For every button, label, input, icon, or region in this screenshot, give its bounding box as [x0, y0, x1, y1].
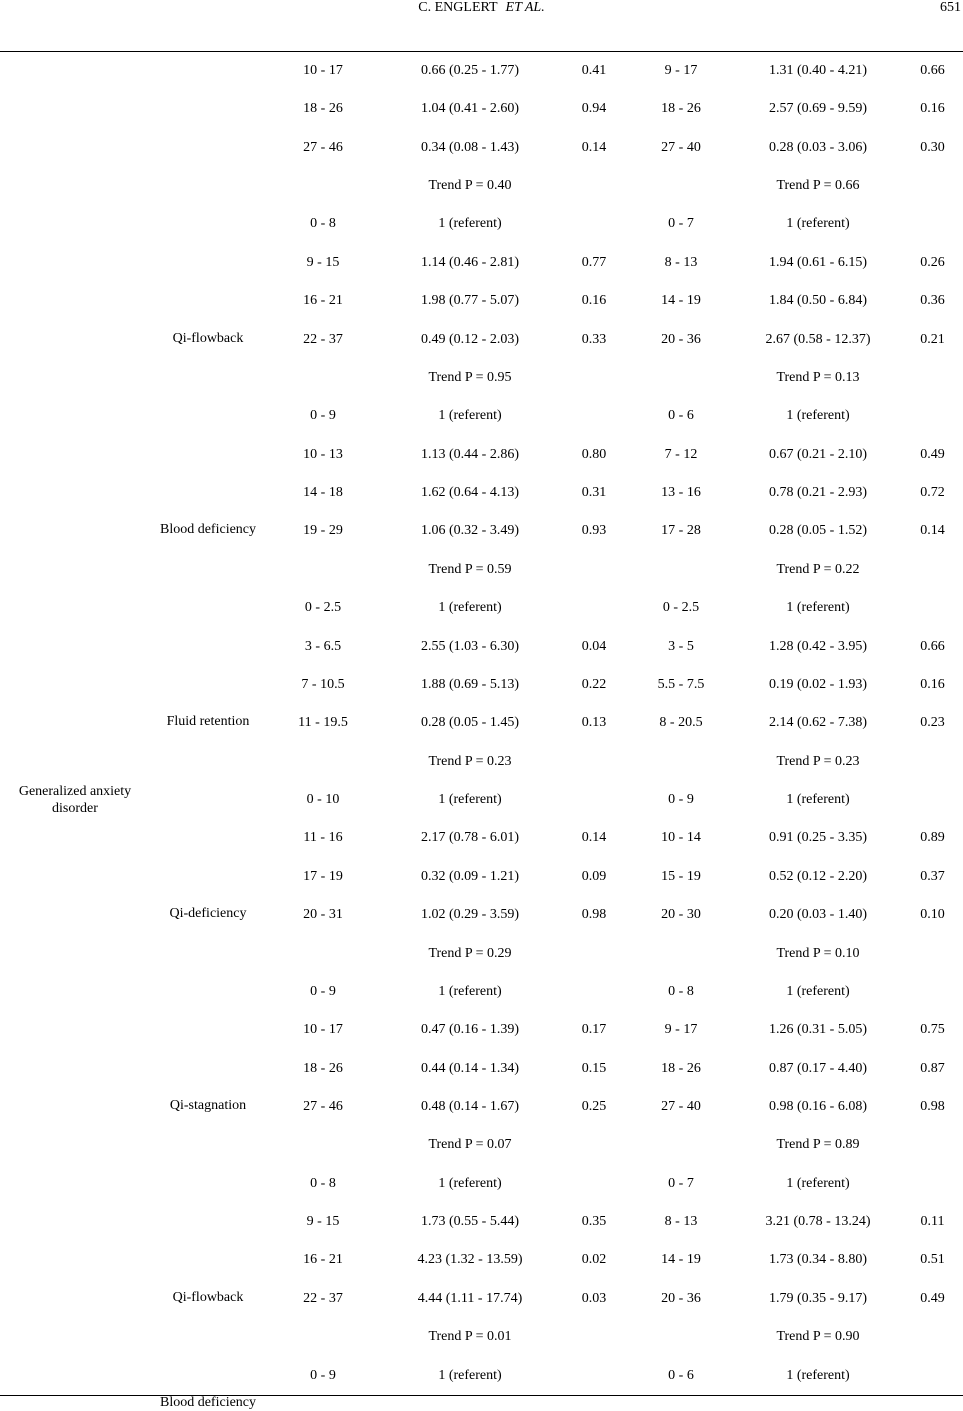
- p-value-cell: [902, 359, 963, 397]
- odds-ratio-cell: Trend P = 0.40: [428, 178, 512, 194]
- score-cell: [266, 551, 380, 589]
- p-value-cell: 0.23: [920, 715, 945, 731]
- p-value-cell: 0.16: [581, 293, 607, 309]
- p-value-cell: 0.80: [581, 446, 607, 462]
- odds-ratio-cell: 2.67 (0.58 - 12.37): [765, 331, 871, 347]
- author-name: C. ENGLERT: [418, 0, 498, 15]
- odds-ratio-cell: 1.28 (0.42 - 3.95): [769, 638, 867, 654]
- p-value-cell: [560, 551, 628, 589]
- p-value-cell: 0.16: [920, 676, 945, 692]
- odds-ratio-cell: 1 (referent): [438, 792, 502, 808]
- table-row: [0, 1203, 963, 1241]
- odds-ratio-cell: 1.73 (0.34 - 8.80): [769, 1252, 867, 1268]
- p-value-cell: 0.94: [581, 101, 607, 117]
- odds-ratio-cell: 2.17 (0.78 - 6.01): [421, 830, 519, 846]
- score-cell: 9 - 15: [306, 254, 340, 270]
- p-value-cell: [902, 1165, 963, 1203]
- p-value-cell: 0.13: [581, 715, 607, 731]
- score-cell: 0 - 10: [306, 792, 340, 808]
- table-row: [0, 743, 963, 781]
- score-cell: 0 - 2.5: [662, 600, 700, 616]
- table-row: [0, 1011, 963, 1049]
- score-cell: 0 - 9: [310, 408, 336, 424]
- p-value-cell: 0.33: [581, 331, 607, 347]
- odds-ratio-cell: Trend P = 0.01: [428, 1329, 512, 1345]
- category-label: Qi-flowback: [172, 330, 244, 346]
- odds-ratio-cell: 2.57 (0.69 - 9.59): [769, 101, 867, 117]
- odds-ratio-cell: 1 (referent): [438, 1367, 502, 1383]
- table-row: [0, 282, 963, 320]
- odds-ratio-cell: Trend P = 0.66: [776, 178, 860, 194]
- odds-ratio-cell: 1.06 (0.32 - 3.49): [421, 523, 519, 539]
- odds-ratio-cell: Trend P = 0.23: [776, 753, 860, 769]
- table-row: [0, 858, 963, 896]
- table-row: [0, 1318, 963, 1356]
- score-cell: 8 - 20.5: [659, 715, 703, 731]
- p-value-cell: 0.14: [920, 523, 945, 539]
- table-row: [0, 551, 963, 589]
- score-cell: [266, 359, 380, 397]
- p-value-cell: 0.72: [920, 485, 945, 501]
- score-cell: 27 - 46: [303, 1098, 343, 1114]
- score-cell: 0 - 7: [668, 1175, 694, 1191]
- odds-ratio-cell: 1.94 (0.61 - 6.15): [769, 254, 867, 270]
- odds-ratio-cell: 1 (referent): [786, 408, 850, 424]
- p-value-cell: 0.66: [920, 638, 945, 654]
- p-value-cell: 0.11: [920, 1214, 945, 1230]
- odds-ratio-cell: 1.98 (0.77 - 5.07): [421, 293, 519, 309]
- p-value-cell: 0.26: [920, 254, 945, 270]
- score-cell: 27 - 46: [303, 139, 343, 155]
- p-value-cell: [560, 589, 628, 627]
- odds-ratio-cell: 1.02 (0.29 - 3.59): [421, 907, 519, 923]
- score-cell: 18 - 26: [661, 1060, 701, 1076]
- score-cell: [266, 1318, 380, 1356]
- p-value-cell: 0.14: [581, 139, 607, 155]
- score-cell: [266, 1126, 380, 1164]
- score-cell: 15 - 19: [661, 868, 701, 884]
- odds-ratio-cell: 1.88 (0.69 - 5.13): [421, 676, 519, 692]
- odds-ratio-cell: 1.31 (0.40 - 4.21): [769, 63, 867, 78]
- odds-ratio-cell: 0.28 (0.05 - 1.45): [421, 715, 519, 731]
- odds-ratio-cell: 0.19 (0.02 - 1.93): [769, 676, 867, 692]
- odds-ratio-cell: 1 (referent): [786, 983, 850, 999]
- score-cell: 5.5 - 7.5: [657, 676, 705, 692]
- category-label: Blood deficiency: [159, 522, 257, 538]
- odds-ratio-cell: 0.52 (0.12 - 2.20): [769, 868, 867, 884]
- score-cell: 14 - 18: [303, 485, 343, 501]
- table-row: [0, 819, 963, 857]
- p-value-cell: 0.75: [920, 1022, 945, 1038]
- odds-ratio-cell: 1 (referent): [438, 600, 502, 616]
- score-cell: 0 - 6: [668, 1367, 694, 1383]
- p-value-cell: 0.14: [581, 830, 607, 846]
- odds-ratio-cell: 0.34 (0.08 - 1.43): [421, 139, 519, 155]
- p-value-cell: 0.22: [581, 676, 607, 692]
- p-value-cell: [902, 205, 963, 243]
- odds-ratio-cell: 1.04 (0.41 - 2.60): [421, 101, 519, 117]
- odds-ratio-cell: 1 (referent): [438, 408, 502, 424]
- odds-ratio-cell: 0.78 (0.21 - 2.93): [769, 485, 867, 501]
- p-value-cell: 0.36: [920, 293, 945, 309]
- table-row: [0, 1280, 963, 1318]
- table-row: [0, 1241, 963, 1279]
- odds-ratio-cell: 1.79 (0.35 - 9.17): [769, 1290, 867, 1306]
- odds-ratio-cell: Trend P = 0.89: [776, 1137, 860, 1153]
- score-cell: 0 - 9: [310, 1367, 336, 1383]
- score-cell: 0 - 6: [668, 408, 694, 424]
- p-value-cell: 0.30: [920, 139, 945, 155]
- table-row: [0, 666, 963, 704]
- score-cell: [266, 743, 380, 781]
- odds-ratio-cell: Trend P = 0.59: [428, 561, 512, 577]
- table-row: [0, 1088, 963, 1126]
- p-value-cell: 0.37: [920, 868, 945, 884]
- odds-ratio-cell: 0.28 (0.03 - 3.06): [769, 139, 867, 155]
- odds-ratio-cell: 0.48 (0.14 - 1.67): [421, 1098, 519, 1114]
- odds-ratio-cell: Trend P = 0.10: [776, 945, 860, 961]
- running-title: [0, 0, 963, 16]
- odds-ratio-cell: 0.47 (0.16 - 1.39): [421, 1022, 519, 1038]
- running-header: [0, 0, 963, 22]
- odds-ratio-cell: 0.28 (0.05 - 1.52): [769, 523, 867, 539]
- p-value-cell: 0.03: [581, 1290, 607, 1306]
- odds-ratio-cell: 1.26 (0.31 - 5.05): [769, 1022, 867, 1038]
- p-value-cell: 0.77: [581, 254, 607, 270]
- table-row: [0, 512, 963, 550]
- p-value-cell: 0.66: [920, 63, 945, 78]
- odds-ratio-cell: 2.14 (0.62 - 7.38): [769, 715, 867, 731]
- score-cell: [266, 167, 380, 205]
- odds-ratio-cell: 1 (referent): [786, 792, 850, 808]
- score-cell: 0 - 9: [668, 792, 694, 808]
- odds-ratio-cell: 2.55 (1.03 - 6.30): [421, 638, 519, 654]
- score-cell: 0 - 9: [310, 983, 336, 999]
- score-cell: 0 - 2.5: [304, 600, 342, 616]
- score-cell: 14 - 19: [661, 293, 701, 309]
- p-value-cell: [902, 397, 963, 435]
- table-row: [0, 1357, 963, 1395]
- odds-ratio-cell: 1 (referent): [438, 1175, 502, 1191]
- score-cell: 8 - 13: [664, 1214, 698, 1230]
- score-cell: 27 - 40: [661, 1098, 701, 1114]
- score-cell: 0 - 8: [668, 983, 694, 999]
- table-row: [0, 321, 963, 359]
- score-cell: 27 - 40: [661, 139, 701, 155]
- score-cell: [628, 935, 734, 973]
- outcome-label: Generalized anxiety disorder: [18, 784, 132, 817]
- category-label: Qi-deficiency: [169, 906, 247, 922]
- p-value-cell: [902, 551, 963, 589]
- score-cell: 18 - 26: [661, 101, 701, 117]
- p-value-cell: [560, 781, 628, 819]
- p-value-cell: 0.09: [581, 868, 607, 884]
- p-value-cell: 0.98: [920, 1098, 945, 1114]
- p-value-cell: [902, 1318, 963, 1356]
- score-cell: 9 - 15: [306, 1214, 340, 1230]
- table-row: [0, 359, 963, 397]
- p-value-cell: [560, 167, 628, 205]
- odds-ratio-cell: 1.14 (0.46 - 2.81): [421, 254, 519, 270]
- odds-ratio-cell: 0.49 (0.12 - 2.03): [421, 331, 519, 347]
- table-row: [0, 129, 963, 167]
- score-cell: 7 - 12: [664, 446, 698, 462]
- odds-ratio-cell: Trend P = 0.29: [428, 945, 512, 961]
- odds-ratio-cell: 1.73 (0.55 - 5.44): [421, 1214, 519, 1230]
- category-label: Fluid retention: [166, 714, 250, 730]
- score-cell: 3 - 5: [668, 638, 694, 654]
- odds-ratio-cell: 1.62 (0.64 - 4.13): [421, 485, 519, 501]
- p-value-cell: 0.17: [581, 1022, 607, 1038]
- results-table: [0, 52, 963, 1411]
- odds-ratio-cell: Trend P = 0.07: [428, 1137, 512, 1153]
- table-row: [0, 973, 963, 1011]
- category-label: Qi-flowback: [172, 1289, 244, 1305]
- score-cell: 9 - 17: [664, 63, 698, 78]
- p-value-cell: [902, 1357, 963, 1395]
- category-label: Qi-stagnation: [169, 1097, 247, 1113]
- p-value-cell: 0.04: [581, 638, 607, 654]
- score-cell: 10 - 13: [303, 446, 343, 462]
- score-cell: 18 - 26: [303, 101, 343, 117]
- page-number: 651: [940, 0, 961, 15]
- odds-ratio-cell: 1 (referent): [438, 216, 502, 232]
- p-value-cell: 0.02: [581, 1252, 607, 1268]
- score-cell: 20 - 36: [661, 331, 701, 347]
- p-value-cell: 0.49: [920, 1290, 945, 1306]
- odds-ratio-cell: 4.23 (1.32 - 13.59): [417, 1252, 523, 1268]
- score-cell: 10 - 17: [303, 1022, 343, 1038]
- score-cell: 20 - 36: [661, 1290, 701, 1306]
- table-row: [0, 704, 963, 742]
- score-cell: 16 - 21: [303, 1252, 343, 1268]
- score-cell: 0 - 8: [310, 1175, 336, 1191]
- p-value-cell: [560, 1318, 628, 1356]
- table-bottom-rule: [0, 1395, 963, 1396]
- score-cell: 17 - 19: [303, 868, 343, 884]
- p-value-cell: 0.89: [920, 830, 945, 846]
- p-value-cell: [902, 743, 963, 781]
- score-cell: 11 - 19.5: [298, 715, 348, 731]
- p-value-cell: 0.41: [581, 63, 607, 78]
- score-cell: 11 - 16: [303, 830, 343, 846]
- table-row: [0, 436, 963, 474]
- odds-ratio-cell: 1 (referent): [786, 1367, 850, 1383]
- p-value-cell: 0.10: [920, 907, 945, 923]
- category-label: Blood deficiency: [159, 1395, 257, 1411]
- score-cell: 10 - 14: [661, 830, 701, 846]
- score-cell: 8 - 13: [664, 254, 698, 270]
- score-cell: 0 - 8: [310, 216, 336, 232]
- score-cell: 20 - 31: [303, 907, 343, 923]
- p-value-cell: [560, 1357, 628, 1395]
- table-row: [0, 1126, 963, 1164]
- score-cell: [628, 551, 734, 589]
- odds-ratio-cell: Trend P = 0.23: [428, 753, 512, 769]
- score-cell: [266, 935, 380, 973]
- p-value-cell: 0.87: [920, 1060, 945, 1076]
- p-value-cell: 0.15: [581, 1060, 607, 1076]
- score-cell: 14 - 19: [661, 1252, 701, 1268]
- table-row: [0, 589, 963, 627]
- p-value-cell: 0.35: [581, 1214, 607, 1230]
- score-cell: [628, 359, 734, 397]
- p-value-cell: [560, 359, 628, 397]
- p-value-cell: [902, 589, 963, 627]
- score-cell: 3 - 6.5: [304, 638, 342, 654]
- odds-ratio-cell: 1.13 (0.44 - 2.86): [421, 446, 519, 462]
- odds-ratio-cell: 0.87 (0.17 - 4.40): [769, 1060, 867, 1076]
- odds-ratio-cell: 0.66 (0.25 - 1.77): [421, 63, 519, 78]
- p-value-cell: 0.51: [920, 1252, 945, 1268]
- p-value-cell: 0.16: [920, 101, 945, 117]
- score-cell: 0 - 7: [668, 216, 694, 232]
- odds-ratio-cell: Trend P = 0.22: [776, 561, 860, 577]
- odds-ratio-cell: 0.67 (0.21 - 2.10): [769, 446, 867, 462]
- table-row: [0, 1165, 963, 1203]
- p-value-cell: [560, 743, 628, 781]
- odds-ratio-cell: 1 (referent): [786, 1175, 850, 1191]
- odds-ratio-cell: 0.98 (0.16 - 6.08): [769, 1098, 867, 1114]
- odds-ratio-cell: 0.91 (0.25 - 3.35): [769, 830, 867, 846]
- odds-ratio-cell: Trend P = 0.13: [776, 369, 860, 385]
- odds-ratio-cell: Trend P = 0.90: [776, 1329, 860, 1345]
- odds-ratio-cell: 0.20 (0.03 - 1.40): [769, 907, 867, 923]
- table-row: [0, 205, 963, 243]
- odds-ratio-cell: 1 (referent): [786, 216, 850, 232]
- table-row: [0, 397, 963, 435]
- table-row: [0, 90, 963, 128]
- odds-ratio-cell: 1 (referent): [438, 983, 502, 999]
- table-row: [0, 474, 963, 512]
- score-cell: [628, 1126, 734, 1164]
- table-row: [0, 1050, 963, 1088]
- score-cell: 9 - 17: [664, 1022, 698, 1038]
- p-value-cell: [902, 973, 963, 1011]
- score-cell: [628, 1318, 734, 1356]
- odds-ratio-cell: 1 (referent): [786, 600, 850, 616]
- p-value-cell: 0.21: [920, 331, 945, 347]
- p-value-cell: [560, 205, 628, 243]
- table-row: [0, 52, 963, 90]
- table-row: [0, 935, 963, 973]
- p-value-cell: [902, 781, 963, 819]
- table-row: [0, 167, 963, 205]
- odds-ratio-cell: 0.44 (0.14 - 1.34): [421, 1060, 519, 1076]
- odds-ratio-cell: Trend P = 0.95: [428, 369, 512, 385]
- score-cell: 17 - 28: [661, 523, 701, 539]
- p-value-cell: [902, 1126, 963, 1164]
- p-value-cell: 0.93: [581, 523, 607, 539]
- p-value-cell: 0.98: [581, 907, 607, 923]
- p-value-cell: [560, 1165, 628, 1203]
- odds-ratio-cell: 1.84 (0.50 - 6.84): [769, 293, 867, 309]
- p-value-cell: 0.25: [581, 1098, 607, 1114]
- table-row: [0, 896, 963, 934]
- score-cell: [628, 167, 734, 205]
- score-cell: 18 - 26: [303, 1060, 343, 1076]
- table-row: [0, 244, 963, 282]
- p-value-cell: 0.49: [920, 446, 945, 462]
- p-value-cell: 0.31: [581, 485, 607, 501]
- odds-ratio-cell: 0.32 (0.09 - 1.21): [421, 868, 519, 884]
- score-cell: 19 - 29: [303, 523, 343, 539]
- et-al: ET AL.: [505, 0, 545, 15]
- odds-ratio-cell: 3.21 (0.78 - 13.24): [765, 1214, 871, 1230]
- p-value-cell: [560, 973, 628, 1011]
- p-value-cell: [560, 397, 628, 435]
- score-cell: 22 - 37: [303, 1290, 343, 1306]
- score-cell: [628, 743, 734, 781]
- score-cell: 13 - 16: [661, 485, 701, 501]
- table-row: [0, 628, 963, 666]
- p-value-cell: [560, 1126, 628, 1164]
- score-cell: 22 - 37: [303, 331, 343, 347]
- p-value-cell: [902, 167, 963, 205]
- score-cell: 20 - 30: [661, 907, 701, 923]
- p-value-cell: [560, 935, 628, 973]
- p-value-cell: [902, 935, 963, 973]
- score-cell: 10 - 17: [303, 63, 343, 78]
- odds-ratio-cell: 4.44 (1.11 - 17.74): [417, 1290, 523, 1306]
- score-cell: 16 - 21: [303, 293, 343, 309]
- score-cell: 7 - 10.5: [301, 676, 345, 692]
